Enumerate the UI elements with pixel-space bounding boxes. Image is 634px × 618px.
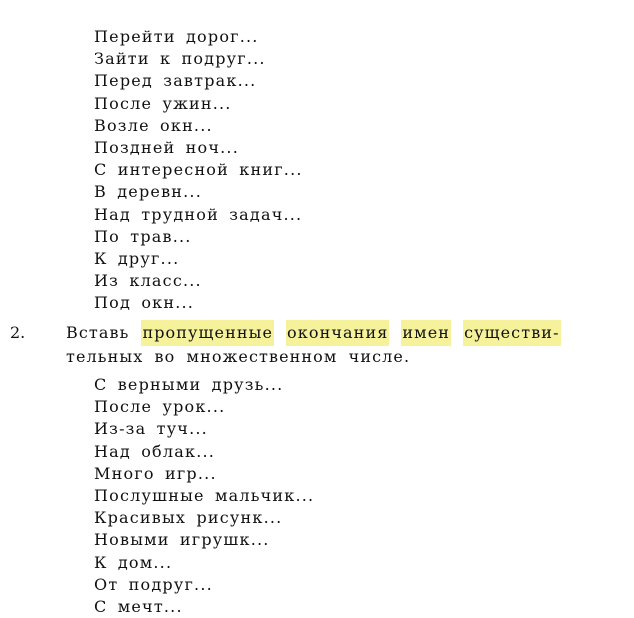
phrase-item: Над трудной задач... bbox=[94, 204, 303, 224]
phrase-item: Много игр... bbox=[94, 463, 217, 483]
phrase-item: От подруг... bbox=[94, 574, 213, 594]
phrase-item: Из класс... bbox=[94, 271, 202, 291]
phrase-item: Красивых рисунк... bbox=[94, 508, 283, 528]
phrase-item: Возле окн... bbox=[94, 115, 213, 135]
instruction-word: Вставь bbox=[66, 323, 130, 342]
phrase-item: К дом... bbox=[94, 552, 173, 572]
highlighted-word: пропущенные bbox=[141, 320, 274, 346]
phrase-item: После ужин... bbox=[94, 93, 232, 113]
phrase-item: Из-за туч... bbox=[94, 419, 208, 439]
exercise-1-phrase-list bbox=[94, 26, 303, 314]
phrase-item: Над облак... bbox=[94, 441, 216, 461]
phrase-item: После урок... bbox=[94, 397, 226, 417]
phrase-item: Перед завтрак... bbox=[94, 71, 257, 91]
phrase-item: Зайти к подруг... bbox=[94, 49, 266, 69]
exercise-2-phrase-list bbox=[94, 374, 314, 618]
phrase-item: К друг... bbox=[94, 248, 180, 268]
instruction-line-1 bbox=[66, 320, 561, 346]
phrase-item: С верными друзь... bbox=[94, 375, 284, 394]
phrase-item: Новыми игрушк... bbox=[94, 530, 270, 550]
phrase-item: Перейти дорог... bbox=[94, 27, 259, 46]
phrase-item: По трав... bbox=[94, 226, 192, 246]
phrase-item: Под окн... bbox=[94, 293, 195, 313]
phrase-item: С интересной книг... bbox=[94, 160, 303, 180]
phrase-item: В деревн... bbox=[94, 182, 203, 202]
phrase-item: Поздней ноч... bbox=[94, 137, 239, 157]
highlighted-word: имен bbox=[401, 320, 451, 346]
phrase-item: Послушные мальчик... bbox=[94, 485, 315, 505]
phrase-item: С мечт... bbox=[94, 596, 183, 616]
exercise-number: 2. bbox=[10, 323, 26, 342]
highlighted-word: окончания bbox=[286, 320, 389, 346]
highlighted-word: существи- bbox=[463, 320, 561, 346]
instruction-line-2: тельных во множественном числе. bbox=[66, 347, 411, 366]
